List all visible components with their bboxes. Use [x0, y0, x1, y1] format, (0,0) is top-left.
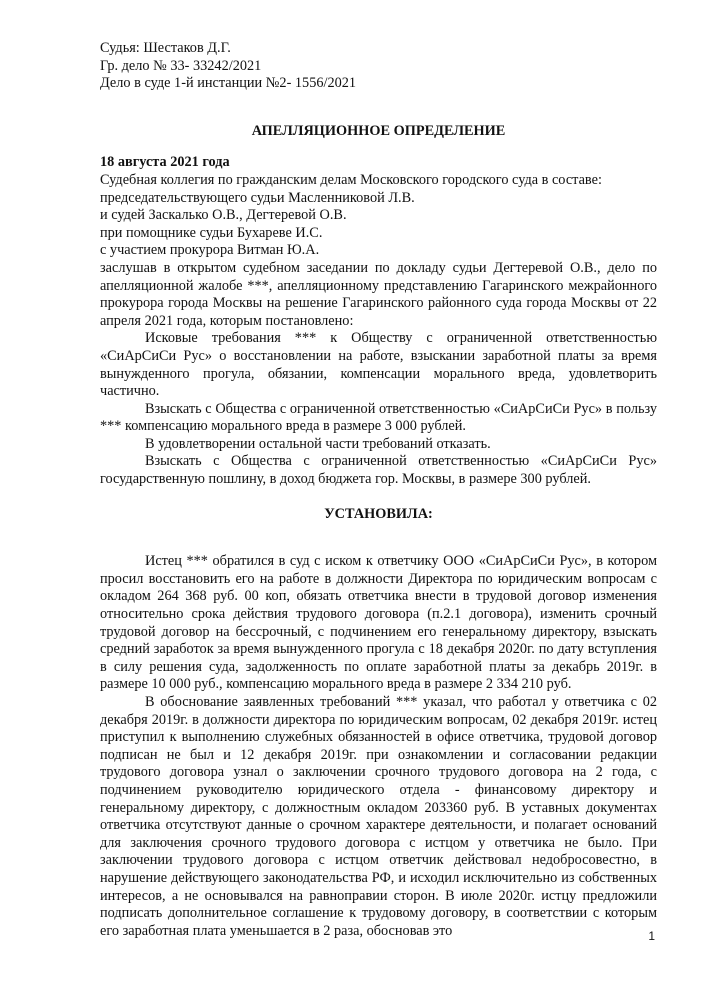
- judge-line: Судья: Шестаков Д.Г.: [100, 40, 231, 56]
- document-title: АПЕЛЛЯЦИОННОЕ ОПРЕДЕЛЕНИЕ: [251, 122, 506, 139]
- intro-line: с участием прокурора Витман Ю.А.: [100, 242, 320, 259]
- page-number: 1: [648, 929, 655, 943]
- document-date: 18 августа 2021 года: [100, 154, 230, 171]
- document-body: [100, 40, 657, 940]
- intro-line: Судебная коллегия по гражданским делам Московского городского суда в составе:: [100, 171, 602, 188]
- hearing-paragraph: заслушав в открытом судебном заседании по докладу судьи Дегтеревой О.В., дело по апелляционной жалобе ***, апелляционному представлению Гагаринского межрайонного прокурора города Москвы на решение Гагаринского районного суда города Москвы от 22 апреля 2021 года, которым постановлено:: [100, 259, 657, 329]
- intro-line: председательствующего судьи Масленниковой Л.В.: [100, 189, 415, 206]
- body-paragraph: Истец *** обратился в суд с иском к ответчику ООО «СиАрСиСи Рус», в котором просил восстановить его на работе в должности Директора по юридическим вопросам с окладом 264 368 руб. 00 коп, обязать ответчика внести в трудовой договор изменения относительно срока действия трудового договора (п.2.1 договора), изменить срочный трудовой договор на бессрочный, с подчинением его генеральному директору, взыскать средний заработок за время вынужденного прогула с 18 декабря 2020г. по дату вступления в силу решения суда, задолженность по оплате заработной платы за декабрь 2019г. в размере 10 000 руб., компенсацию морального вреда в размере 2 334 210 руб.: [100, 553, 657, 693]
- ruling-paragraph: Взыскать с Общества с ограниченной ответственностью «СиАрСиСи Рус» государственную пошлину, в доход бюджета гор. Москвы, в размере 300 рублей.: [100, 453, 657, 488]
- spacer: [100, 489, 657, 506]
- first-instance-line: Дело в суде 1-й инстанции №2- 1556/2021: [100, 75, 357, 92]
- body-paragraph: В обоснование заявленных требований *** указал, что работал у ответчика с 02 декабря 2019г. в должности директора по юридическим вопросам, 02 декабря 2019г. истец приступил к выполнению служебных обязанностей в офисе ответчика, трудовой договор подписан не был и 12 декабря 2019г. при ознакомлении и согласовании редакции трудового договора узнал о заключении срочного трудового договора на 2 года, с подчинением руководителю юридического отдела - финансовому директору и генеральному директору, с должностным окладом 203360 руб. В уставных документах ответчика отсутствуют данные о срочном характере деятельности, и полагает оснований для заключения срочного трудового договора с истцом у ответчика не было. При заключении трудового договора с истцом ответчик действовал недобросовестно, в нарушение действующего законодательства РФ, и исходил исключительно из собственных интересов, а не основывался на равноправии сторон. В июле 2020г. истцу предложили подписать дополнительное соглашение к трудовому договору, в соответствии с которым его заработная плата уменьшается в 2 раза, обосновав это: [100, 694, 657, 939]
- spacer: [100, 93, 657, 123]
- section-title: УСТАНОВИЛА:: [324, 505, 433, 522]
- ruling-paragraph: Исковые требования *** к Обществу с ограниченной ответственностью «СиАрСиСи Рус» о восстановлении на работе, взыскании заработной платы за время вынужденного прогула, обязании, компенсации морального вреда, удовлетворить частично.: [100, 330, 657, 400]
- spacer: [100, 140, 657, 154]
- intro-line: и судей Заскалько О.В., Дегтеревой О.В.: [100, 207, 347, 224]
- intro-line: при помощнике судьи Бухареве И.С.: [100, 224, 323, 241]
- ruling-paragraph: Взыскать с Общества с ограниченной ответственностью «СиАрСиСи Рус» в пользу *** компенсацию морального вреда в размере 3 000 рублей.: [100, 400, 657, 435]
- spacer: [100, 523, 657, 553]
- ruling-paragraph: В удовлетворении остальной части требований отказать.: [145, 435, 491, 452]
- case-number-line: Гр. дело № 33- 33242/2021: [100, 57, 262, 74]
